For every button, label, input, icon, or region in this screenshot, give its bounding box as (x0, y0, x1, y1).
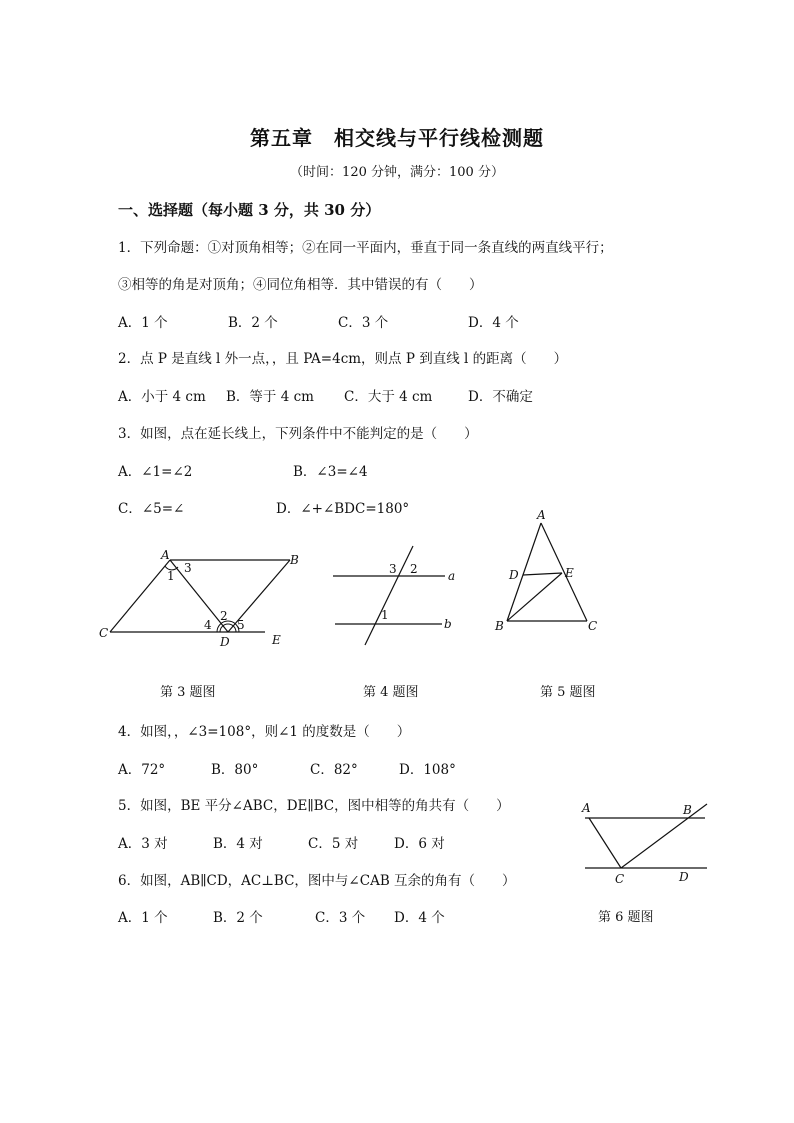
fig3-angle-1: 1 (167, 569, 175, 583)
question-1-option-a: A．1 个 (118, 315, 168, 331)
question-4-option-c: C．82° (310, 762, 358, 778)
question-1-option-c: C．3 个 (338, 315, 389, 331)
question-4-option-b: B．80° (211, 762, 259, 778)
question-3-option-a: A．∠1=∠2 (118, 464, 193, 480)
figure-6 (575, 798, 715, 893)
question-5-option-b: B．4 对 (213, 836, 263, 852)
question-2-option-d: D．不确定 (468, 389, 533, 405)
fig4-label-b: b (444, 617, 452, 631)
fig3-label-e: E (272, 633, 281, 647)
question-2-text: 2．点 P 是直线 l 外一点，，且 PA=4cm，则点 P 到直线 l 的距离（ ） (118, 351, 568, 367)
question-5-option-c: C．5 对 (308, 836, 359, 852)
fig5-label-b: B (495, 619, 504, 633)
question-3-option-d: D．∠+∠BDC=180° (276, 501, 410, 517)
fig3-label-c: C (99, 626, 109, 640)
question-2-option-b: B．等于 4 cm (226, 389, 314, 405)
question-6-option-c: C．3 个 (315, 910, 366, 926)
fig4-angle-1: 1 (381, 608, 389, 622)
question-4-option-a: A．72° (118, 762, 166, 778)
question-5-option-d: D．6 对 (394, 836, 445, 852)
question-5-option-a: A．3 对 (118, 836, 168, 852)
question-6-option-a: A．1 个 (118, 910, 168, 926)
fig5-label-d: D (509, 568, 519, 582)
fig6-label-c: C (615, 872, 625, 886)
figure-3-caption: 第 3 题图 (160, 685, 216, 700)
section-heading: 一、选择题（每小题 3 分，共 30 分） (118, 201, 381, 219)
fig3-angle-3: 3 (184, 561, 192, 575)
fig3-angle-2: 2 (220, 609, 228, 623)
fig5-label-c: C (588, 619, 598, 633)
question-1-line-2: ③相等的角是对顶角；④同位角相等．其中错误的有（ ） (118, 277, 483, 293)
question-2-option-c: C．大于 4 cm (344, 389, 433, 405)
fig4-angle-3: 3 (389, 562, 397, 576)
fig3-label-b: B (290, 553, 299, 567)
fig3-angle-4: 4 (204, 618, 212, 632)
page-title: 第五章 相交线与平行线检测题 (250, 126, 544, 150)
fig5-label-e: E (565, 566, 574, 580)
fig3-angle-5: 5 (237, 618, 245, 632)
question-2-option-a: A．小于 4 cm (118, 389, 206, 405)
fig3-label-d: D (220, 635, 230, 649)
question-1-line-1: 1．下列命题：①对顶角相等；②在同一平面内，垂直于同一条直线的两直线平行； (118, 240, 613, 256)
question-6-option-b: B．2 个 (213, 910, 263, 926)
question-1-option-b: B．2 个 (228, 315, 278, 331)
question-4-option-d: D．108° (399, 762, 456, 778)
question-6-option-d: D．4 个 (394, 910, 445, 926)
fig6-label-a: A (582, 801, 591, 815)
question-5-text: 5．如图，BE 平分∠ABC，DE∥BC，图中相等的角共有（ ） (118, 798, 510, 814)
figure-4-caption: 第 4 题图 (363, 685, 419, 700)
question-3-option-c: C．∠5=∠ (118, 501, 185, 517)
figure-5 (490, 506, 610, 636)
figure-3 (95, 545, 299, 650)
question-3-option-b: B．∠3=∠4 (293, 464, 368, 480)
fig3-label-a: A (161, 548, 170, 562)
figure-5-caption: 第 5 题图 (540, 685, 596, 700)
question-3-text: 3．如图，点在延长线上，下列条件中不能判定的是（ ） (118, 426, 478, 442)
fig6-label-b: B (683, 803, 692, 817)
fig5-label-a: A (537, 508, 546, 522)
question-4-text: 4．如图，，∠3=108°，则∠1 的度数是（ ） (118, 724, 411, 740)
fig4-angle-2: 2 (410, 562, 418, 576)
question-6-text: 6．如图，AB∥CD，AC⊥BC，图中与∠CAB 互余的角有（ ） (118, 873, 516, 889)
exam-info: （时间：120 分钟，满分：100 分） (290, 165, 504, 180)
figure-4 (330, 540, 470, 650)
figure-6-caption: 第 6 题图 (598, 910, 654, 925)
question-1-option-d: D．4 个 (468, 315, 519, 331)
fig4-label-a: a (448, 569, 456, 583)
fig6-label-d: D (679, 870, 689, 884)
